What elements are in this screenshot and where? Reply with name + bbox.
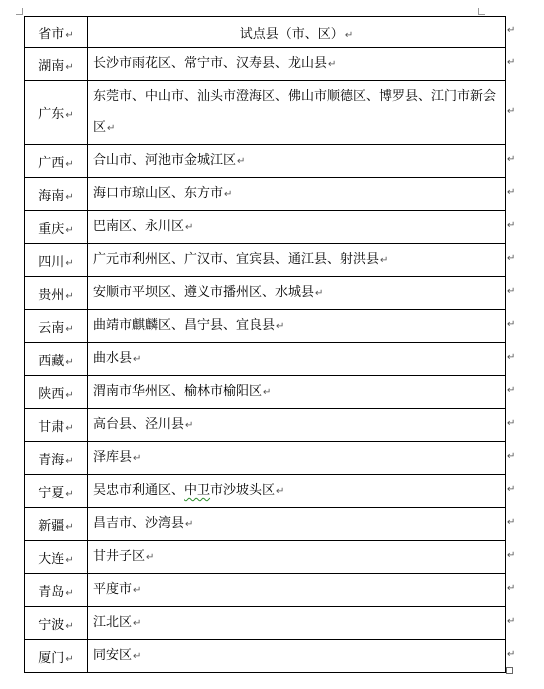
margin-corner-mark [478,8,485,15]
table-row [25,81,506,145]
cell-end-mark: ↵ [263,387,272,398]
cell-end-mark: ↵ [65,455,74,467]
table-resize-handle[interactable] [506,667,513,674]
table-row [25,541,506,574]
counties-cell[interactable]: 平度市↵ [88,574,506,607]
header-province[interactable]: 省市↵ [25,17,88,48]
row-end-mark: ↵ [507,25,516,36]
cell-end-mark: ↵ [276,486,285,497]
row-end-mark: ↵ [507,385,516,396]
counties-cell[interactable]: 泽库县↵ [88,442,506,475]
province-cell[interactable]: 甘肃↵ [25,409,88,442]
row-end-mark: ↵ [507,550,516,561]
row-end-mark: ↵ [507,187,516,198]
row-end-mark: ↵ [507,154,516,165]
counties-cell[interactable]: 高台县、泾川县↵ [88,409,506,442]
cell-end-mark: ↵ [133,354,142,365]
row-end-mark: ↵ [507,57,516,68]
margin-corner-mark [16,8,23,15]
province-cell[interactable]: 大连↵ [25,541,88,574]
row-end-mark: ↵ [507,583,516,594]
table-row [25,376,506,409]
cell-end-mark: ↵ [185,222,194,233]
counties-cell[interactable]: 曲靖市麒麟区、昌宁县、宜良县↵ [88,310,506,343]
counties-cell[interactable]: 昌吉市、沙湾县↵ [88,508,506,541]
cell-end-mark: ↵ [65,158,74,170]
row-end-mark: ↵ [507,220,516,231]
cell-end-mark: ↵ [344,29,354,41]
province-cell[interactable]: 重庆↵ [25,211,88,244]
cell-end-mark: ↵ [133,618,142,629]
table-row [25,475,506,508]
counties-cell[interactable]: 曲水县↵ [88,343,506,376]
cell-end-mark: ↵ [65,110,74,121]
cell-end-mark: ↵ [65,29,74,41]
province-cell[interactable]: 广东↵ [25,81,88,145]
row-end-mark: ↵ [507,352,516,363]
cell-end-mark: ↵ [65,521,74,533]
counties-cell[interactable]: 巴南区、永川区↵ [88,211,506,244]
cell-end-mark: ↵ [65,620,74,632]
cell-end-mark: ↵ [65,653,74,665]
counties-cell[interactable]: 渭南市华州区、榆林市榆阳区↵ [88,376,506,409]
cell-end-mark: ↵ [380,255,389,266]
table-row [25,607,506,640]
province-cell[interactable]: 广西↵ [25,145,88,178]
table-header-row [25,17,506,48]
table-row [25,508,506,541]
province-cell[interactable]: 西藏↵ [25,343,88,376]
province-cell[interactable]: 云南↵ [25,310,88,343]
counties-cell[interactable]: 同安区↵ [88,640,506,673]
cell-end-mark: ↵ [185,519,194,530]
cell-end-mark: ↵ [133,651,142,662]
cell-end-mark: ↵ [224,189,233,200]
counties-cell[interactable]: 东莞市、中山市、汕头市澄海区、佛山市顺德区、博罗县、江门市新会区↵ [88,81,506,145]
counties-cell[interactable]: 广元市利州区、广汉市、宜宾县、通江县、射洪县↵ [88,244,506,277]
province-cell[interactable]: 四川↵ [25,244,88,277]
table-row [25,640,506,673]
cell-end-mark: ↵ [328,59,337,70]
row-end-mark: ↵ [507,418,516,429]
table-row [25,244,506,277]
pilot-counties-table [24,16,506,673]
row-end-mark: ↵ [507,616,516,627]
table-row [25,277,506,310]
cell-end-mark: ↵ [65,257,74,269]
table-row [25,442,506,475]
table-row [25,409,506,442]
row-end-mark: ↵ [507,253,516,264]
counties-cell[interactable]: 吴忠市利通区、中卫市沙坡头区↵ [88,475,506,508]
cell-end-mark: ↵ [133,585,142,596]
province-cell[interactable]: 厦门↵ [25,640,88,673]
cell-end-mark: ↵ [237,156,246,167]
cell-end-mark: ↵ [65,587,74,599]
cell-end-mark: ↵ [65,323,74,335]
cell-end-mark: ↵ [65,422,74,434]
table-row [25,145,506,178]
row-end-mark: ↵ [507,649,516,660]
cell-end-mark: ↵ [146,552,155,563]
province-cell[interactable]: 湖南↵ [25,48,88,81]
row-end-mark: ↵ [507,286,516,297]
province-cell[interactable]: 宁夏↵ [25,475,88,508]
cell-end-mark: ↵ [65,290,74,302]
row-end-mark: ↵ [507,319,516,330]
cell-end-mark: ↵ [65,61,74,73]
row-end-mark: ↵ [507,105,516,117]
province-cell[interactable]: 海南↵ [25,178,88,211]
cell-end-mark: ↵ [276,321,285,332]
table-row [25,211,506,244]
province-cell[interactable]: 贵州↵ [25,277,88,310]
cell-end-mark: ↵ [65,191,74,203]
counties-cell[interactable]: 安顺市平坝区、遵义市播州区、水城县↵ [88,277,506,310]
counties-cell[interactable]: 海口市琼山区、东方市↵ [88,178,506,211]
row-end-mark: ↵ [507,517,516,528]
counties-cell[interactable]: 江北区↵ [88,607,506,640]
spellcheck-underlined-text[interactable]: 中卫 [184,483,211,498]
cell-end-mark: ↵ [185,420,194,431]
province-cell[interactable]: 宁波↵ [25,607,88,640]
table-row [25,574,506,607]
cell-end-mark: ↵ [107,123,116,134]
table-row [25,178,506,211]
row-end-mark: ↵ [507,451,516,462]
counties-cell[interactable]: 长沙市雨花区、常宁市、汉寿县、龙山县↵ [88,48,506,81]
cell-end-mark: ↵ [65,554,74,566]
cell-end-mark: ↵ [315,288,324,299]
cell-end-mark: ↵ [65,389,74,401]
cell-end-mark: ↵ [133,453,142,464]
header-counties[interactable]: 试点县（市、区）↵ [88,17,506,48]
counties-cell[interactable]: 合山市、河池市金城江区↵ [88,145,506,178]
cell-end-mark: ↵ [65,488,74,500]
table-row [25,48,506,81]
table-row [25,343,506,376]
province-cell[interactable]: 青岛↵ [25,574,88,607]
table-row [25,310,506,343]
row-end-mark: ↵ [507,484,516,495]
counties-cell[interactable]: 甘井子区↵ [88,541,506,574]
province-cell[interactable]: 新疆↵ [25,508,88,541]
province-cell[interactable]: 青海↵ [25,442,88,475]
cell-end-mark: ↵ [65,224,74,236]
cell-end-mark: ↵ [65,356,74,368]
province-cell[interactable]: 陕西↵ [25,376,88,409]
